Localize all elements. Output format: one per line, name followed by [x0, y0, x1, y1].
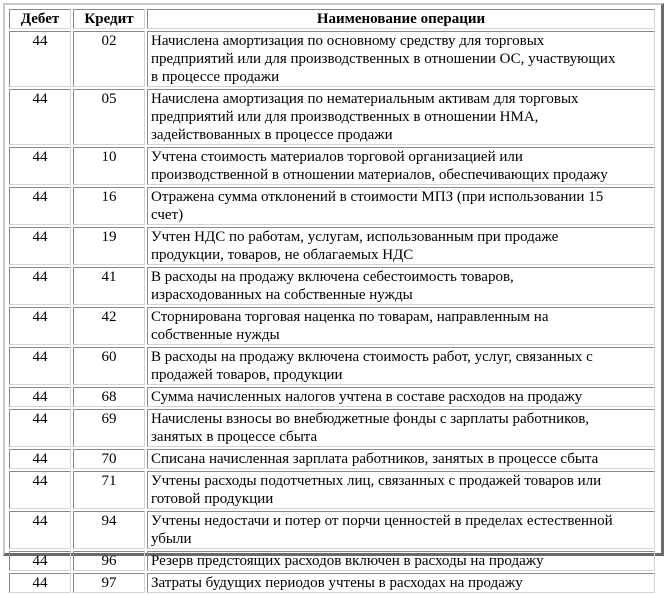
debit-cell: 44 — [9, 31, 71, 87]
table-row — [9, 31, 655, 87]
debit-cell: 44 — [9, 471, 71, 509]
operation-line: Отражена сумма отклонений в стоимости МПЗ (при использовании 15 — [151, 189, 604, 205]
credit-cell: 16 — [73, 187, 145, 225]
operation-cell — [147, 471, 655, 509]
operation-cell — [147, 409, 655, 447]
credit-cell: 42 — [73, 307, 145, 345]
table-row — [9, 347, 655, 385]
table-row — [9, 409, 655, 447]
debit-cell: 44 — [9, 511, 71, 549]
table-row — [9, 187, 655, 225]
credit-cell: 41 — [73, 267, 145, 305]
debit-cell: 44 — [9, 409, 71, 447]
credit-cell: 69 — [73, 409, 145, 447]
operation-line: в процессе продажи — [151, 69, 280, 85]
operation-line: Начислена амортизация по основному средству для торговых — [151, 33, 545, 49]
operation-line: Сторнирована торговая наценка по товарам, направленным на — [151, 309, 549, 325]
operation-line: В расходы на продажу включена себестоимость товаров, — [151, 269, 514, 285]
header-operation: Наименование операции — [147, 9, 655, 29]
accounting-entries-table — [7, 7, 657, 595]
credit-cell: 71 — [73, 471, 145, 509]
operation-cell — [147, 227, 655, 265]
header-credit: Кредит — [73, 9, 145, 29]
credit-cell: 97 — [73, 573, 145, 593]
table-row — [9, 471, 655, 509]
debit-cell: 44 — [9, 307, 71, 345]
credit-cell: 19 — [73, 227, 145, 265]
credit-cell: 70 — [73, 449, 145, 469]
credit-cell: 96 — [73, 551, 145, 571]
operation-line: готовой продукции — [151, 491, 274, 507]
operation-line: задействованных в процессе продажи — [151, 127, 393, 143]
operation-cell — [147, 551, 655, 571]
table-body — [9, 31, 655, 593]
operation-line: предприятий или для производственных в отношении ОС, участвующих — [151, 51, 616, 67]
operation-line: Сумма начисленных налогов учтена в составе расходов на продажу — [151, 389, 583, 405]
table-row — [9, 387, 655, 407]
table-row — [9, 147, 655, 185]
debit-cell: 44 — [9, 187, 71, 225]
operation-line: Списана начисленная зарплата работников, занятых в процессе сбыта — [151, 451, 599, 467]
table-row — [9, 449, 655, 469]
operation-line: предприятий или для производственных в отношении НМА, — [151, 109, 539, 125]
operation-line: Начислена амортизация по нематериальным активам для торговых — [151, 91, 579, 107]
credit-cell: 94 — [73, 511, 145, 549]
operation-line: Учтен НДС по работам, услугам, использованным при продаже — [151, 229, 559, 245]
debit-cell: 44 — [9, 89, 71, 145]
credit-cell: 02 — [73, 31, 145, 87]
table-row — [9, 89, 655, 145]
debit-cell: 44 — [9, 551, 71, 571]
credit-cell: 05 — [73, 89, 145, 145]
operation-line: Учтены недостачи и потер от порчи ценностей в пределах естественной — [151, 513, 613, 529]
operation-line: убыли — [151, 531, 192, 547]
operation-cell — [147, 347, 655, 385]
operation-line: В расходы на продажу включена стоимость работ, услуг, связанных с — [151, 349, 593, 365]
header-row — [9, 9, 655, 29]
operation-cell — [147, 187, 655, 225]
operation-cell — [147, 573, 655, 593]
operation-cell — [147, 31, 655, 87]
operation-cell — [147, 511, 655, 549]
operation-cell — [147, 449, 655, 469]
debit-cell: 44 — [9, 449, 71, 469]
operation-cell — [147, 387, 655, 407]
operation-line: Резерв предстоящих расходов включен в расходы на продажу — [151, 553, 544, 569]
operation-line: продукции, товаров, не облагаемых НДС — [151, 247, 414, 263]
debit-cell: 44 — [9, 573, 71, 593]
operation-line: производственной в отношении материалов, обеспечивающих продажу — [151, 167, 608, 183]
credit-cell: 68 — [73, 387, 145, 407]
table-row — [9, 307, 655, 345]
operation-line: продажей товаров, продукции — [151, 367, 343, 383]
credit-cell: 60 — [73, 347, 145, 385]
operation-line: Учтена стоимость материалов торговой организацией или — [151, 149, 523, 165]
operation-line: Затраты будущих периодов учтены в расходах на продажу — [151, 575, 523, 591]
operation-cell — [147, 267, 655, 305]
operation-cell — [147, 307, 655, 345]
debit-cell: 44 — [9, 227, 71, 265]
operation-line: занятых в процессе сбыта — [151, 429, 318, 445]
operation-cell — [147, 89, 655, 145]
debit-cell: 44 — [9, 147, 71, 185]
operation-cell — [147, 147, 655, 185]
table-row — [9, 511, 655, 549]
credit-cell: 10 — [73, 147, 145, 185]
debit-cell: 44 — [9, 347, 71, 385]
table-row — [9, 551, 655, 571]
table-frame — [3, 3, 664, 591]
table-row — [9, 227, 655, 265]
debit-cell: 44 — [9, 387, 71, 407]
operation-line: Учтены расходы подотчетных лиц, связанных с продажей товаров или — [151, 473, 602, 489]
operation-line: собственные нужды — [151, 327, 280, 343]
table-row — [9, 267, 655, 305]
operation-line: Начислены взносы во внебюджетные фонды с зарплаты работников, — [151, 411, 590, 427]
table-row — [9, 573, 655, 593]
header-debit: Дебет — [9, 9, 71, 29]
operation-line: израсходованных на собственные нужды — [151, 287, 413, 303]
operation-line: счет) — [151, 207, 184, 223]
debit-cell: 44 — [9, 267, 71, 305]
